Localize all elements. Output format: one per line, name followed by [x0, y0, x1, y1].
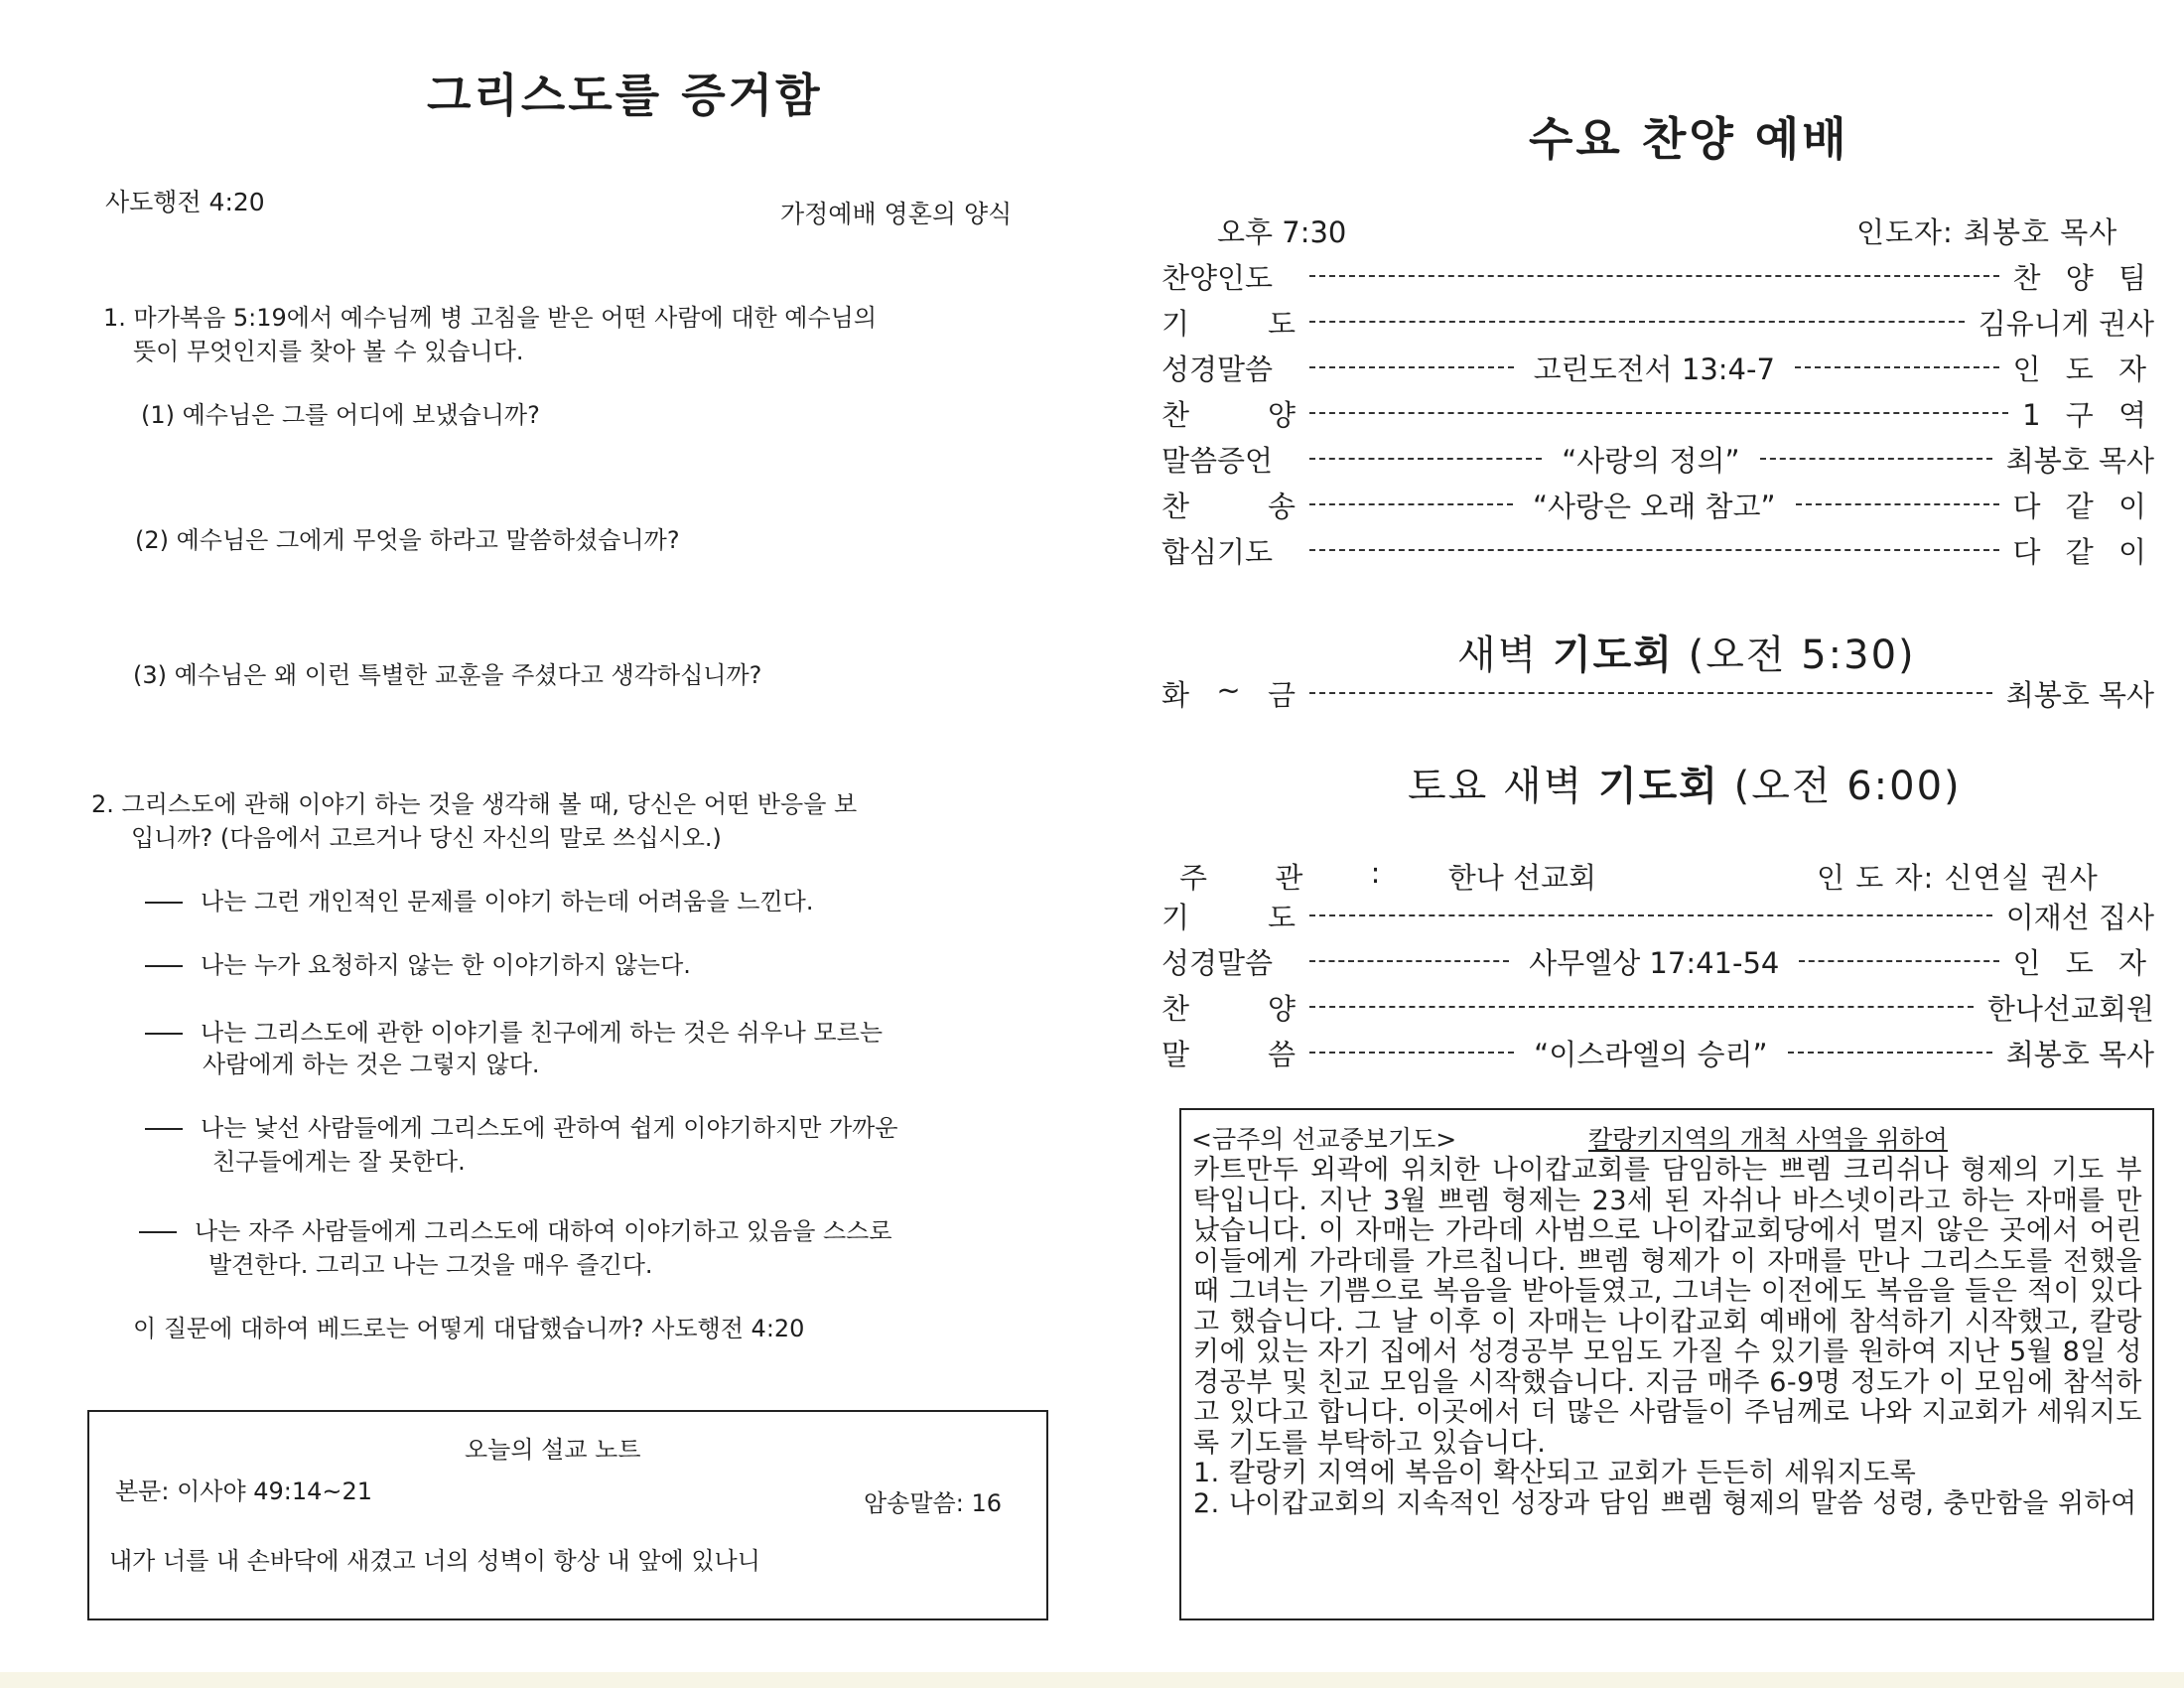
leader-dashes: [1309, 1006, 1974, 1008]
order-detail: “사랑의 정의”: [1562, 443, 1740, 478]
question-1-line-1: 1. 마가복음 5:19에서 예수님께 병 고침을 받은 어떤 사람에 대한 예수님의: [103, 304, 878, 332]
leader-dashes: [1795, 366, 1999, 368]
order-label: 찬 송: [1161, 489, 1296, 523]
order-label: 찬 양: [1161, 397, 1296, 432]
order-value: 김유니게 권사: [1978, 306, 2154, 341]
order-label: 기 도: [1161, 900, 1296, 934]
saturday-host: 주 관 : 한나 선교회: [1179, 856, 1596, 895]
order-label: 합심기도: [1161, 534, 1274, 569]
order-label: 성경말씀: [1161, 352, 1274, 386]
order-value: 인 도 자: [2012, 352, 2154, 386]
scripture-ref: 사도행전 4:20: [105, 188, 265, 216]
mission-heading: 칼랑키지역의 개척 사역을 위하여: [1588, 1125, 1948, 1154]
leader-dashes: [1309, 321, 1965, 323]
sermon-note-box: [87, 1410, 1048, 1620]
order-detail: “사랑은 오래 참고”: [1532, 489, 1776, 523]
order-detail: 고린도전서 13:4-7: [1533, 352, 1775, 386]
order-detail: “이스라엘의 승리”: [1534, 1037, 1768, 1071]
wednesday-order-row: [1161, 485, 2154, 524]
page-bottom-edge: [0, 1672, 2184, 1688]
mission-body: [1193, 1156, 2142, 1519]
leader-dashes: [1760, 458, 1992, 460]
leader-dashes: [1799, 960, 1998, 962]
wednesday-order-row: [1161, 439, 2154, 479]
sermon-text-ref: 본문: 이사야 49:14~21: [115, 1477, 373, 1505]
question-2-final: 이 질문에 대하여 베드로는 어떻게 대답했습니까? 사도행전 4:20: [133, 1315, 805, 1342]
answer-blank[interactable]: [145, 902, 183, 904]
wednesday-order-row: [1161, 302, 2154, 342]
right-page: [1161, 0, 2184, 1688]
saturday-leader: 인 도 자: 신연실 권사: [1817, 861, 2099, 895]
leader-dashes: [1309, 1052, 1514, 1054]
order-value: 최봉호 목사: [2005, 443, 2155, 478]
answer-blank[interactable]: [145, 965, 183, 967]
leader-dashes: [1309, 914, 1992, 916]
saturday-order-row: [1161, 987, 2154, 1027]
question-1-sub-2: (2) 예수님은 그에게 무엇을 하라고 말씀하셨습니까?: [135, 526, 680, 554]
question-1-sub-1: (1) 예수님은 그를 어디에 보냈습니까?: [141, 401, 540, 429]
order-value: 찬 양 팀: [2012, 260, 2154, 295]
order-value: 한나선교회원: [1986, 991, 2154, 1026]
order-label: 말 씀: [1161, 1037, 1296, 1071]
mission-item-1: 1. 칼랑키 지역에 복음이 확산되고 교회가 든든히 세워지도록: [1193, 1458, 1917, 1488]
order-value: 인 도 자: [2012, 945, 2155, 980]
memory-verse-text: 내가 너를 내 손바닥에 새겼고 너의 성벽이 항상 내 앞에 있나니: [109, 1547, 760, 1575]
leader-dashes: [1309, 549, 1999, 551]
wednesday-leader: 인도자: 최봉호 목사: [1856, 215, 2118, 249]
order-value: 다 같 이: [2012, 489, 2155, 523]
question-1-sub-3: (3) 예수님은 왜 이런 특별한 교훈을 주셨다고 생각하십니까?: [133, 661, 762, 689]
option-4-line-2: 친구들에게는 잘 못한다.: [212, 1148, 466, 1176]
order-label: 찬양인도: [1161, 260, 1274, 295]
order-label: 기 도: [1161, 306, 1296, 341]
leader-dashes: [1796, 503, 1999, 505]
wednesday-time: 오후 7:30: [1217, 215, 1347, 249]
leader-dashes: [1309, 366, 1514, 368]
option-2: 나는 누가 요청하지 않는 한 이야기하지 않는다.: [145, 945, 691, 980]
order-detail: 사무엘상 17:41-54: [1529, 945, 1780, 980]
mission-label: <금주의 선교중보기도>: [1191, 1125, 1457, 1154]
mission-body-text: 카트만두 외곽에 위치한 나이캅교회를 담임하는 쁘렘 크리쉬나 형제의 기도 부탁입니다. 지난 3월 쁘렘 형제는 23세 된 자쉬나 바스넷이라고 하는 자매를 만났습니다. 이 자매는 가라데 사범으로 나이캅교회당에서 멀지 않은 곳에서 어린이들에게 가라데를 가르칩니다. 쁘렘 형제가 이 자매를 만나 그리스도를 전했을 때 그녀는 기쁨으로 복음을 받아들였고, 그녀는 이전에도 복음을 들은 적이 있다고 했습니다. 그 날 이후 이 자매는 나이캅교회 예배에 참석하기 시작했고, 칼랑키에 있는 자기 집에서 성경공부 모임도 가질 수 있기를 원하여 지난 5월 8일 성경공부 및 친교 모임을 시작했습니다. 지금 매주 6-9명 정도가 이 모임에 참석하고 있다고 합니다. 이곳에서 더 많은 사람들이 주님께로 나와 지교회가 세워지도록 기도를 부탁하고 있습니다.: [1193, 1155, 2142, 1459]
answer-blank[interactable]: [139, 1231, 177, 1233]
answer-blank[interactable]: [145, 1033, 183, 1035]
sermon-note-title: 오늘의 설교 노트: [465, 1436, 641, 1464]
order-value: 최봉호 목사: [2005, 1037, 2155, 1071]
saturday-prayer-title: 토요 새벽 기도회 (오전 6:00): [1408, 764, 1962, 809]
question-2-line-2: 입니까? (다음에서 고르거나 당신 자신의 말로 쓰십시오.): [131, 824, 722, 852]
memory-verse-ref: 암송말씀: 16: [864, 1489, 1002, 1517]
leader-dashes: [1788, 1052, 1992, 1054]
order-value: 다 같 이: [2012, 534, 2154, 569]
option-1: 나는 그런 개인적인 문제를 이야기 하는데 어려움을 느낀다.: [145, 882, 813, 916]
order-label: 찬 양: [1161, 991, 1296, 1026]
option-3-line-2: 사람에게 하는 것은 그렇지 않다.: [203, 1051, 540, 1078]
order-label: 말씀증언: [1161, 443, 1274, 478]
option-5-line-2: 발견한다. 그리고 나는 그것을 매우 즐긴다.: [208, 1251, 653, 1279]
mission-item-2: 2. 나이캅교회의 지속적인 성장과 담임 쁘렘 형제의 말씀 성령, 충만함을 위하여: [1193, 1487, 2137, 1519]
question-1-line-2: 뜻이 무엇인지를 찾아 볼 수 있습니다.: [133, 338, 524, 365]
wednesday-order-row: [1161, 530, 2154, 570]
option-3: 나는 그리스도에 관한 이야기를 친구에게 하는 것은 쉬우나 모르는: [145, 1013, 883, 1048]
order-value: 최봉호 목사: [2005, 677, 2154, 712]
dawn-prayer-title: 새벽 기도회 (오전 5:30): [1457, 633, 1916, 678]
question-2-line-1: 2. 그리스도에 관해 이야기 하는 것을 생각해 볼 때, 당신은 어떤 반응을 보: [91, 790, 858, 818]
order-value: 이재선 집사: [2005, 900, 2154, 934]
leader-dashes: [1309, 458, 1542, 460]
wednesday-order-row: [1161, 348, 2154, 387]
leader-dashes: [1309, 275, 1999, 277]
leader-dashes: [1309, 503, 1513, 505]
order-label: 화 ~ 금: [1161, 672, 1296, 712]
option-4: 나는 낯선 사람들에게 그리스도에 관하여 쉽게 이야기하지만 가까운: [145, 1108, 898, 1143]
order-value: 1 구 역: [2022, 397, 2154, 432]
wednesday-order-row: [1161, 256, 2154, 296]
option-5: 나는 자주 사람들에게 그리스도에 대하여 이야기하고 있음을 스스로: [139, 1211, 892, 1246]
saturday-order-row: [1161, 896, 2154, 935]
right-title: 수요 찬양 예배: [1529, 112, 1849, 166]
order-label: 성경말씀: [1161, 945, 1274, 980]
saturday-order-row: [1161, 941, 2154, 981]
leader-dashes: [1309, 960, 1509, 962]
leader-dashes: [1309, 412, 2008, 414]
dawn-prayer-row: [1161, 673, 2154, 713]
left-title: 그리스도를 증거함: [427, 69, 823, 122]
wednesday-order-row: [1161, 393, 2154, 433]
leader-dashes: [1309, 692, 1992, 694]
mission-prayer-box: [1179, 1108, 2154, 1620]
series-label: 가정예배 영혼의 양식: [780, 200, 1013, 228]
answer-blank[interactable]: [145, 1128, 183, 1130]
saturday-order-row: [1161, 1033, 2154, 1072]
